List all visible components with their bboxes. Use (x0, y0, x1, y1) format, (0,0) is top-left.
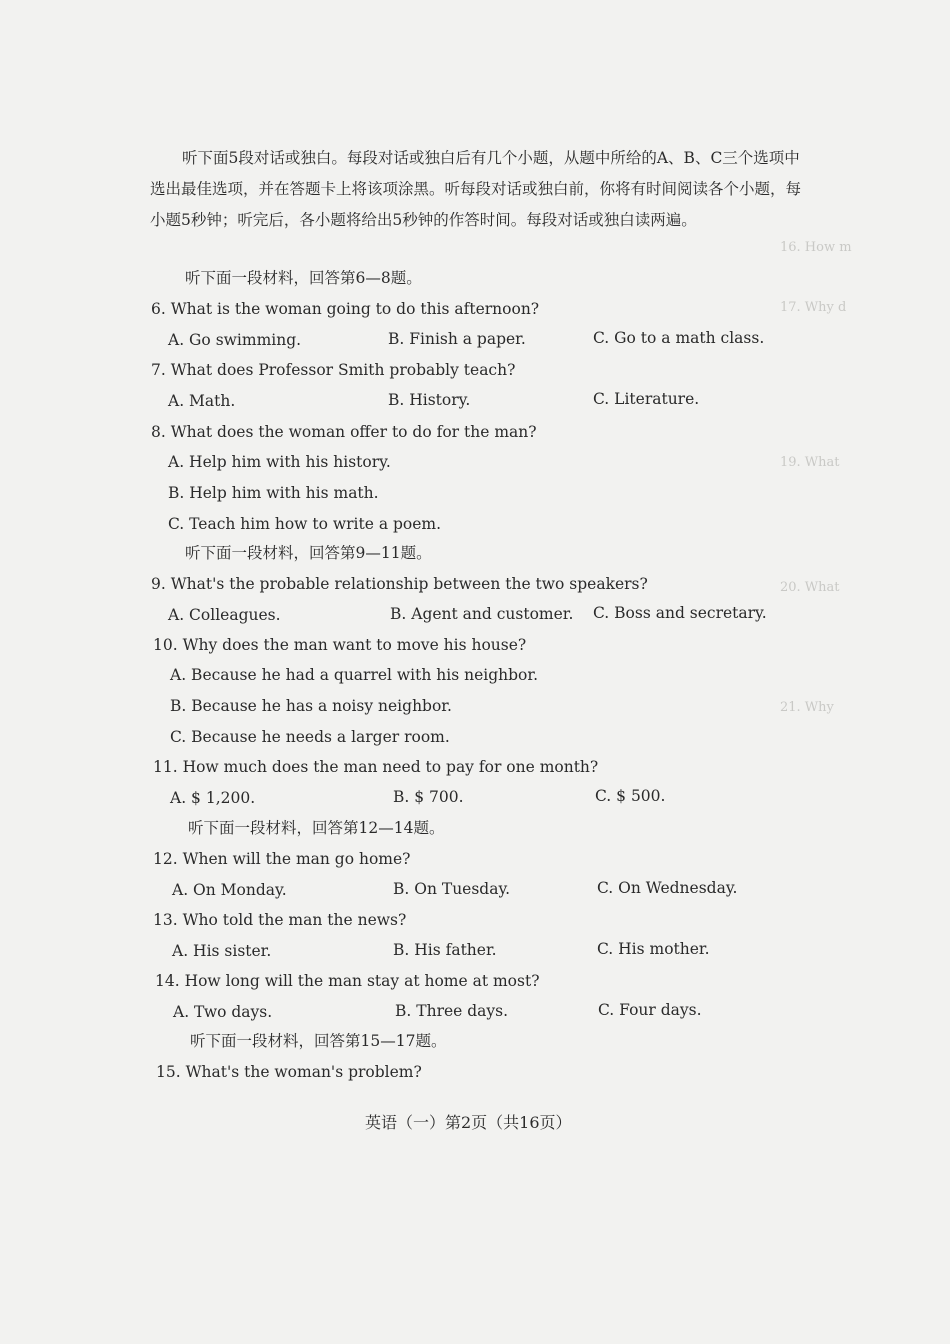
option-b: B. Finish a paper. (388, 330, 526, 348)
option-c: C. Go to a math class. (593, 329, 765, 347)
option-b: B. $ 700. (393, 788, 464, 806)
bleed-through-text: 16. How m (780, 240, 852, 255)
option-c: C. $ 500. (595, 787, 666, 805)
option-b: B. Three days. (395, 1002, 509, 1020)
option-a: A. Because he had a quarrel with his neighbor. (170, 666, 539, 684)
option-a: A. Colleagues. (168, 606, 281, 624)
option-a: A. $ 1,200. (170, 789, 256, 807)
page-footer: 英语（一）第2页（共16页） (365, 1113, 572, 1132)
option-c: C. On Wednesday. (597, 879, 738, 897)
bleed-through-text: 17. Why d (780, 300, 847, 315)
section-heading: 听下面一段材料，回答第6—8题。 (185, 269, 422, 287)
option-a: A. His sister. (172, 942, 272, 960)
option-b: B. History. (388, 391, 471, 409)
option-c: C. Boss and secretary. (593, 604, 767, 622)
section-heading: 听下面一段材料，回答第12—14题。 (188, 819, 445, 837)
option-b: B. His father. (393, 941, 497, 959)
question-11: 11. How much does the man need to pay for one month? (153, 758, 599, 776)
question-13: 13. Who told the man the news? (153, 911, 407, 929)
bleed-through-text: 21. Why (780, 700, 834, 715)
option-b: B. Help him with his math. (168, 484, 379, 502)
question-7: 7. What does Professor Smith probably teach? (151, 361, 516, 379)
question-12: 12. When will the man go home? (153, 850, 411, 868)
option-c: C. His mother. (597, 940, 710, 958)
option-a: A. Help him with his history. (168, 453, 391, 471)
option-b: B. Agent and customer. (390, 605, 574, 623)
option-b: B. On Tuesday. (393, 880, 511, 898)
option-c: C. Because he needs a larger room. (170, 728, 450, 746)
question-10: 10. Why does the man want to move his house? (153, 636, 527, 654)
question-15: 15. What's the woman's problem? (156, 1063, 422, 1081)
option-a: A. Math. (168, 392, 236, 410)
instructions-paragraph: 听下面5段对话或独白。每段对话或独白后有几个小题，从题中所给的A、B、C三个选项中选出最佳选项，并在答题卡上将该项涂黑。听每段对话或独白前，你将有时间阅读各个小题，每小题5秒钟；听完后，各小题将给出5秒钟的作答时间。每段对话或独白读两遍。 (150, 149, 802, 229)
question-9: 9. What's the probable relationship between the two speakers? (151, 575, 648, 593)
option-c: C. Teach him how to write a poem. (168, 515, 442, 533)
section-heading: 听下面一段材料，回答第9—11题。 (185, 544, 432, 562)
option-a: A. Two days. (173, 1003, 273, 1021)
option-a: A. On Monday. (172, 881, 287, 899)
question-6: 6. What is the woman going to do this afternoon? (151, 300, 540, 318)
option-c: C. Four days. (598, 1001, 702, 1019)
option-b: B. Because he has a noisy neighbor. (170, 697, 452, 715)
question-14: 14. How long will the man stay at home at most? (155, 972, 540, 990)
section-heading: 听下面一段材料，回答第15—17题。 (190, 1032, 447, 1050)
option-a: A. Go swimming. (168, 331, 302, 349)
bleed-through-text: 19. What (780, 455, 840, 470)
question-8: 8. What does the woman offer to do for the man? (151, 423, 537, 441)
bleed-through-text: 20. What (780, 580, 840, 595)
option-c: C. Literature. (593, 390, 700, 408)
